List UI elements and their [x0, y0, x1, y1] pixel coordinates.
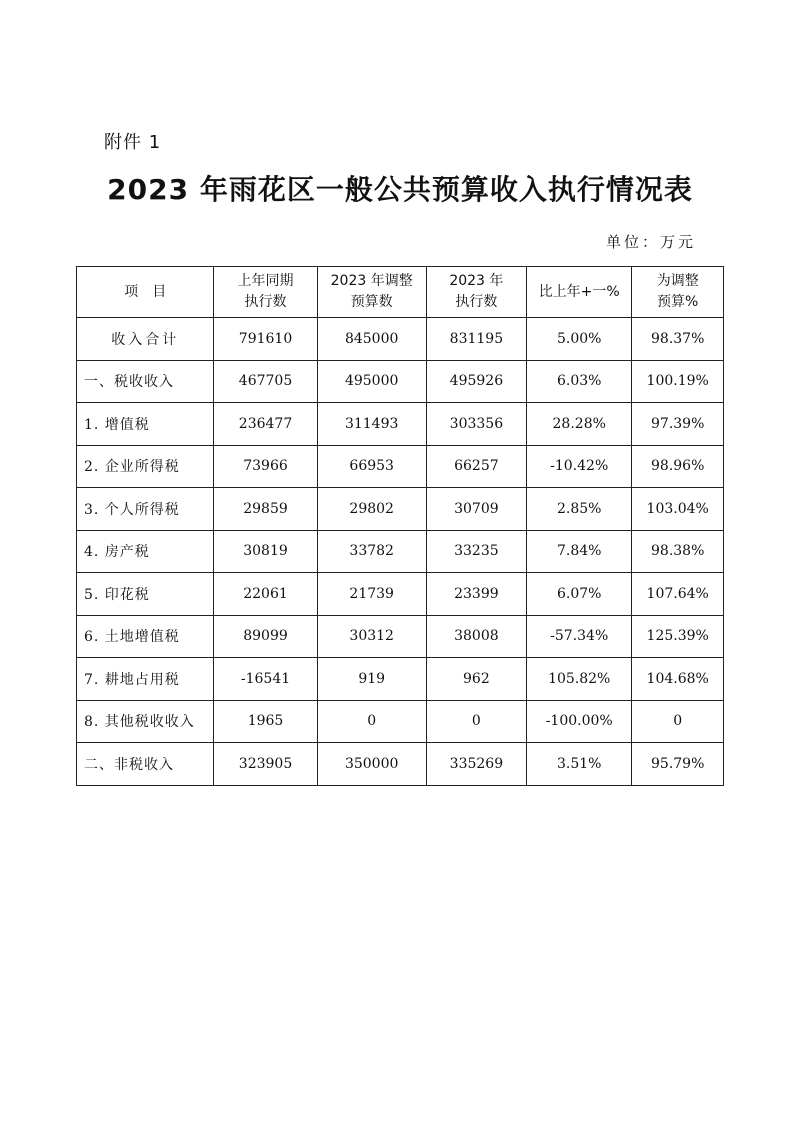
attachment-label: 附件 1 — [104, 132, 162, 153]
cell-prev-year: 73966 — [214, 445, 317, 488]
cell-pct-budget: 125.39% — [632, 615, 724, 658]
cell-item: 4. 房产税 — [77, 530, 214, 573]
table-header-row — [77, 267, 724, 318]
cell-actual: 23399 — [426, 573, 526, 616]
cell-adjusted-budget: 495000 — [317, 360, 426, 403]
cell-prev-year: 236477 — [214, 403, 317, 446]
cell-pct-budget: 95.79% — [632, 743, 724, 786]
revenue-table — [76, 266, 724, 786]
cell-actual: 962 — [426, 658, 526, 701]
cell-yoy-change: 2.85% — [527, 488, 632, 531]
cell-adjusted-budget: 311493 — [317, 403, 426, 446]
cell-actual: 30709 — [426, 488, 526, 531]
table-row — [77, 700, 724, 743]
cell-item: 一、税收收入 — [77, 360, 214, 403]
cell-pct-budget: 107.64% — [632, 573, 724, 616]
cell-pct-budget: 103.04% — [632, 488, 724, 531]
cell-item: 5. 印花税 — [77, 573, 214, 616]
cell-prev-year: 29859 — [214, 488, 317, 531]
cell-item: 7. 耕地占用税 — [77, 658, 214, 701]
cell-pct-budget: 100.19% — [632, 360, 724, 403]
cell-yoy-change: -57.34% — [527, 615, 632, 658]
cell-yoy-change: 105.82% — [527, 658, 632, 701]
table-row — [77, 615, 724, 658]
cell-adjusted-budget: 350000 — [317, 743, 426, 786]
cell-prev-year: 1965 — [214, 700, 317, 743]
cell-yoy-change: -10.42% — [527, 445, 632, 488]
header-yoy-change: 比上年+一% — [527, 267, 632, 318]
header-item: 项 目 — [77, 267, 214, 318]
cell-adjusted-budget: 845000 — [317, 318, 426, 361]
cell-pct-budget: 98.38% — [632, 530, 724, 573]
cell-adjusted-budget: 66953 — [317, 445, 426, 488]
header-prev-year: 上年同期 执行数 — [214, 267, 317, 318]
cell-pct-budget: 98.37% — [632, 318, 724, 361]
cell-item: 1. 增值税 — [77, 403, 214, 446]
cell-adjusted-budget: 0 — [317, 700, 426, 743]
cell-actual: 495926 — [426, 360, 526, 403]
cell-prev-year: 791610 — [214, 318, 317, 361]
cell-prev-year: 89099 — [214, 615, 317, 658]
cell-yoy-change: 6.07% — [527, 573, 632, 616]
table-row — [77, 573, 724, 616]
header-adjusted-budget: 2023 年调整 预算数 — [317, 267, 426, 318]
cell-prev-year: 30819 — [214, 530, 317, 573]
cell-actual: 33235 — [426, 530, 526, 573]
cell-pct-budget: 104.68% — [632, 658, 724, 701]
table-row — [77, 403, 724, 446]
cell-prev-year: 323905 — [214, 743, 317, 786]
header-pct-budget: 为调整 预算% — [632, 267, 724, 318]
table-row — [77, 445, 724, 488]
table-row — [77, 530, 724, 573]
cell-pct-budget: 97.39% — [632, 403, 724, 446]
cell-yoy-change: -100.00% — [527, 700, 632, 743]
cell-actual: 38008 — [426, 615, 526, 658]
table-row — [77, 488, 724, 531]
cell-yoy-change: 28.28% — [527, 403, 632, 446]
cell-item: 8. 其他税收收入 — [77, 700, 214, 743]
table-row — [77, 743, 724, 786]
cell-yoy-change: 3.51% — [527, 743, 632, 786]
cell-item: 6. 土地增值税 — [77, 615, 214, 658]
cell-item: 二、非税收入 — [77, 743, 214, 786]
cell-adjusted-budget: 33782 — [317, 530, 426, 573]
cell-pct-budget: 0 — [632, 700, 724, 743]
table-row — [77, 360, 724, 403]
cell-yoy-change: 6.03% — [527, 360, 632, 403]
table-row — [77, 318, 724, 361]
cell-prev-year: -16541 — [214, 658, 317, 701]
cell-actual: 303356 — [426, 403, 526, 446]
cell-prev-year: 22061 — [214, 573, 317, 616]
table-row — [77, 658, 724, 701]
cell-adjusted-budget: 21739 — [317, 573, 426, 616]
cell-pct-budget: 98.96% — [632, 445, 724, 488]
cell-prev-year: 467705 — [214, 360, 317, 403]
cell-item: 2. 企业所得税 — [77, 445, 214, 488]
header-actual: 2023 年 执行数 — [426, 267, 526, 318]
cell-actual: 0 — [426, 700, 526, 743]
cell-yoy-change: 5.00% — [527, 318, 632, 361]
cell-adjusted-budget: 919 — [317, 658, 426, 701]
cell-adjusted-budget: 29802 — [317, 488, 426, 531]
document-title: 2023 年雨花区一般公共预算收入执行情况表 — [107, 173, 693, 206]
cell-actual: 66257 — [426, 445, 526, 488]
cell-item: 3. 个人所得税 — [77, 488, 214, 531]
cell-item: 收入合计 — [77, 318, 214, 361]
cell-yoy-change: 7.84% — [527, 530, 632, 573]
unit-label: 单位：万元 — [605, 233, 696, 251]
cell-actual: 335269 — [426, 743, 526, 786]
cell-actual: 831195 — [426, 318, 526, 361]
cell-adjusted-budget: 30312 — [317, 615, 426, 658]
